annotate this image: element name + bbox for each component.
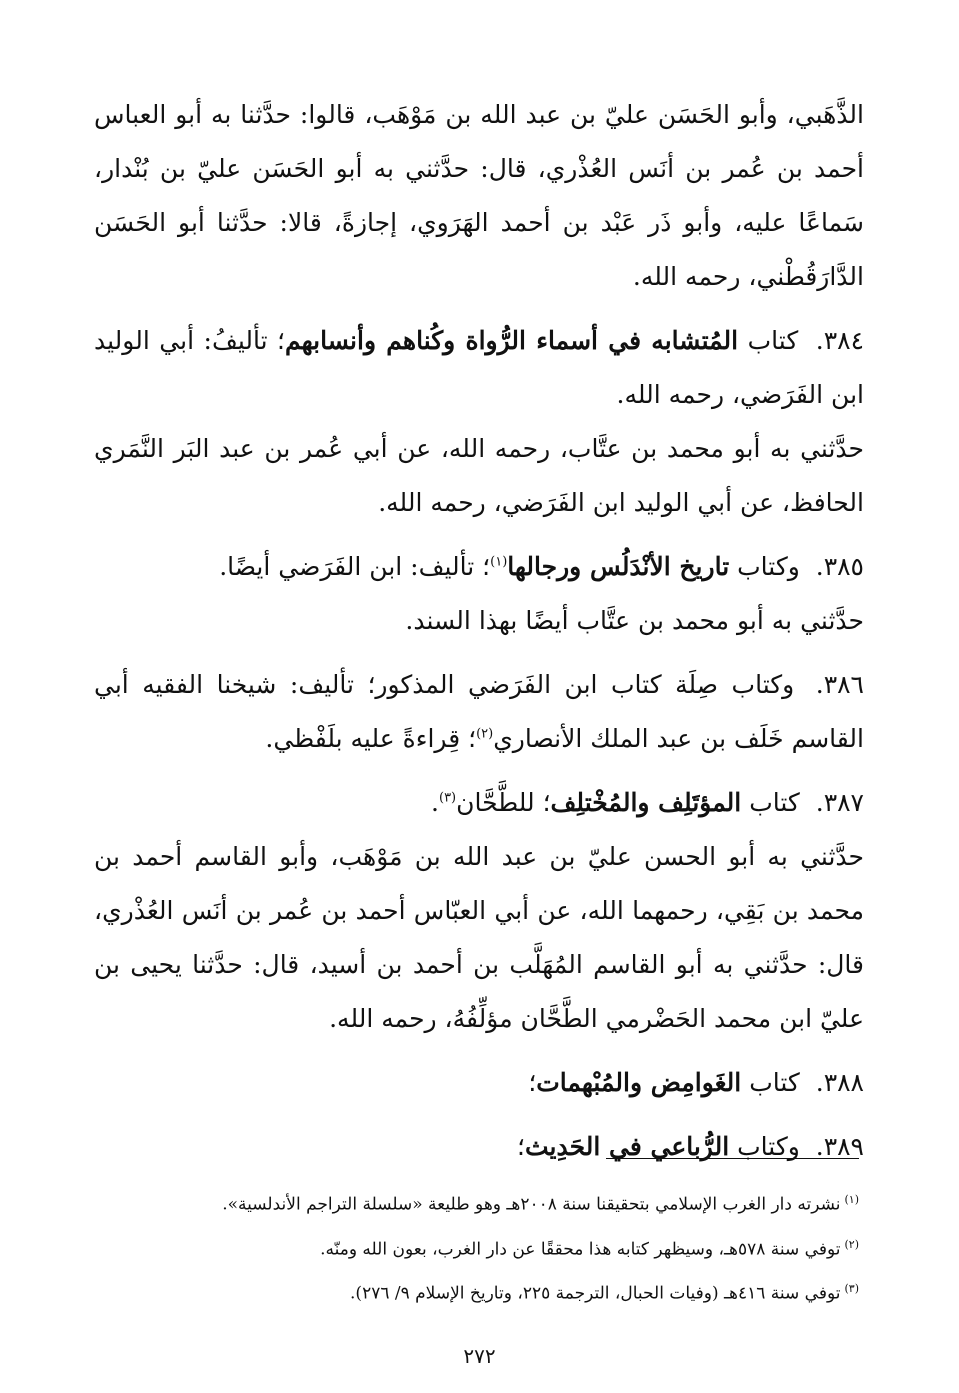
paragraph-385-chain <box>94 594 864 648</box>
entry-lead: وكتاب <box>737 1132 800 1161</box>
main-text <box>94 88 864 1174</box>
entry-rest: ؛ <box>528 1068 537 1097</box>
book-title: تاريخ الأنْدَلُس ورجالها <box>507 552 730 581</box>
entry-388 <box>94 1056 864 1110</box>
entry-number: ٣٨٧. <box>815 788 864 817</box>
entry-number: ٣٨٤. <box>815 326 865 355</box>
entry-lead: كتاب <box>749 1068 800 1097</box>
paragraph-continuation <box>94 88 864 304</box>
entry-rest: ؛ للطَّحَّان <box>456 788 551 817</box>
entry-389 <box>94 1120 864 1174</box>
entry-text: وكتاب صِلَة كتاب ابن الفَرَضي المذكور؛ تأليف: شيخنا الفقيه أبي القاسم خَلَف بن عبد الملك الأنصاري <box>94 670 864 753</box>
footnote-3 <box>89 1269 859 1314</box>
paragraph-text: حدَّثني به أبو محمد بن عتَّاب، رحمه الله، عن أبي عُمر بن عبد البَر النَّمَري الحافظ، عن أبي الوليد ابن الفَرَضي، رحمه الله. <box>94 434 864 517</box>
footnote-ref-3: (٣) <box>438 790 457 806</box>
entry-lead: كتاب <box>747 326 799 355</box>
footnotes <box>89 1180 859 1314</box>
entry-lead: وكتاب <box>737 552 800 581</box>
footnote-text: توفي سنة ٥٧٨هـ، وسيظهر كتابه هذا محققًا عن دار الغرب، بعون الله ومنّه. <box>320 1239 841 1260</box>
entry-number: ٣٨٩. <box>815 1132 864 1161</box>
book-title: الرُّباعي في الحَدِيث <box>524 1132 730 1161</box>
book-title: المُتشابه في أسماء الرُّواة وكُناهم وأنسابهم <box>285 326 739 355</box>
book-title: الغَوامِض والمُبْهمات <box>536 1068 742 1097</box>
book-title: المؤتَلِف والمُخْتلِف <box>550 788 742 817</box>
entry-385 <box>94 540 864 594</box>
entry-384 <box>94 314 864 422</box>
entry-rest: ؛ قِراءةً عليه بلَفْظي. <box>265 724 477 753</box>
footnote-text: توفي سنة ٤١٦هـ (وفيات الحبال، الترجمة ٢٢٥، وتاريخ الإسلام ٩/ ٢٧٦). <box>350 1283 841 1304</box>
entry-rest: ؛ تأليف: ابن الفَرَضي أيضًا. <box>219 552 491 581</box>
footnote-ref-2: (٢) <box>476 726 494 742</box>
entry-rest: ؛ <box>517 1132 525 1161</box>
entry-number: ٣٨٦. <box>815 670 864 699</box>
entry-lead: كتاب <box>749 788 800 817</box>
footnote-mark: (٣) <box>844 1282 859 1296</box>
paragraph-384-chain <box>94 422 864 530</box>
entry-end: . <box>431 788 439 817</box>
footnote-mark: (٢) <box>844 1237 859 1251</box>
footnote-mark: (١) <box>844 1193 859 1206</box>
paragraph-text: حدَّثني به أبو محمد بن عتَّاب أيضًا بهذا السند. <box>405 606 864 635</box>
paragraph-text: الذَّهَبي، وأبو الحَسَن عليّ بن عبد الله بن مَوْهَب، قالوا: حدَّثنا به أبو العباس أحمد بن عُمر بن أنَس العُذْري، قال: حدَّثني به أبو الحَسَن عليّ بن بُنْدار، سَماعًا عليه، وأبو ذَر عَبْد بن أحمد الهَرَوي، إجازةً، قالا: حدَّثنا أبو الحَسَن الدَّارَقُطْني، رحمه الله. <box>94 100 864 291</box>
paragraph-387-chain <box>94 830 864 1046</box>
footnote-2 <box>89 1225 859 1270</box>
footnote-ref-1: (١) <box>490 554 508 570</box>
entry-386 <box>94 658 864 766</box>
page-number: ٢٧٢ <box>463 1344 496 1368</box>
footnote-1 <box>89 1180 859 1225</box>
footnote-divider <box>606 1158 859 1159</box>
entry-rest: ؛ تأليفُ: أبي الوليد ابن الفَرَضي، رحمه الله. <box>94 326 864 409</box>
entry-number: ٣٨٨. <box>815 1068 864 1097</box>
entry-number: ٣٨٥. <box>815 552 864 581</box>
footnote-text: نشرته دار الغرب الإسلامي بتحقيقنا سنة ٢٠٠٨هـ وهو طليعة «سلسلة التراجم الأندلسية». <box>222 1194 841 1215</box>
entry-387 <box>94 776 864 830</box>
paragraph-text: حدَّثني به أبو الحسن عليّ بن عبد الله بن مَوْهَب، وأبو القاسم أحمد بن محمد بن بَقِي، رحمهما الله، عن أبي العبّاس أحمد بن عُمر بن أنَس العُذْري، قال: حدَّثني به أبو القاسم المُهَلَّب بن أحمد بن أسيد، قال: حدَّثنا يحيى بن عليّ ابن محمد الحَضْرمي الطَّحَّان مؤلِّفُهُ، رحمه الله. <box>94 842 864 1033</box>
